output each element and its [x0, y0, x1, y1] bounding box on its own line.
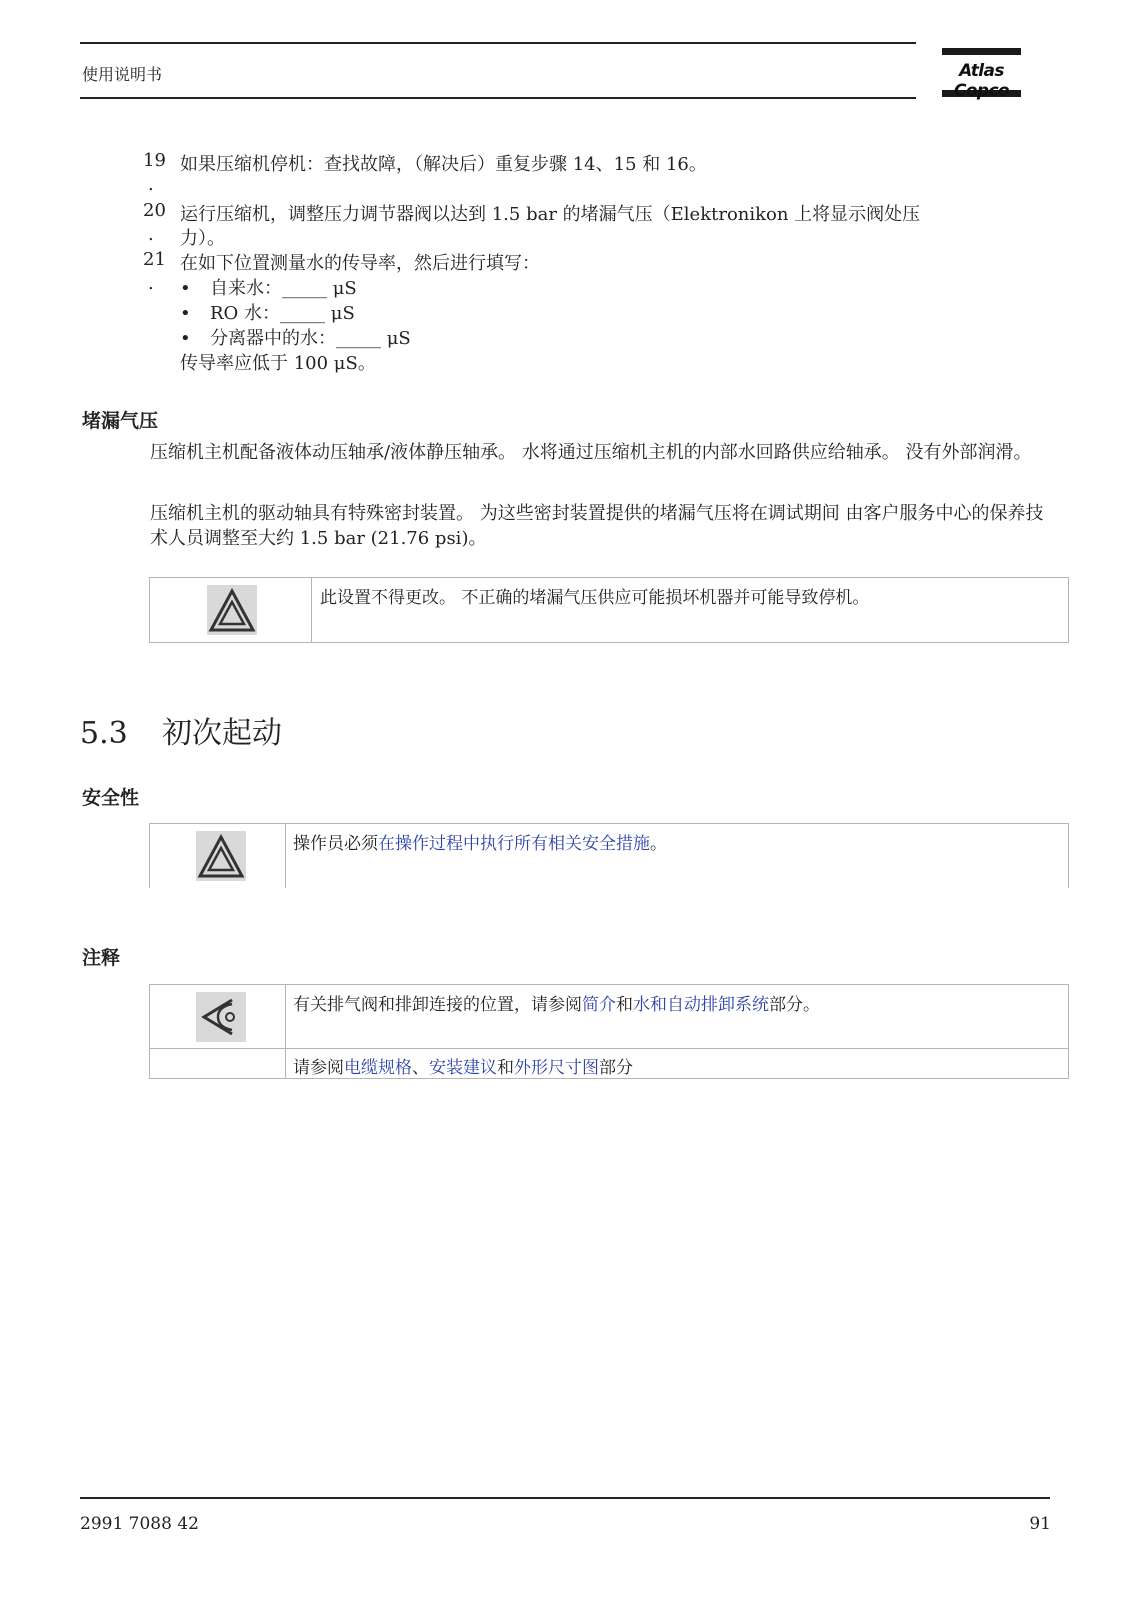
- footer-rule: [80, 1497, 1050, 1499]
- notes-heading: 注释: [82, 947, 121, 969]
- bullet-text: RO 水：_____ μS: [210, 303, 355, 324]
- notes-text: 和: [497, 1058, 514, 1078]
- header-top-rule: [80, 42, 916, 44]
- dimension-drawing-link[interactable]: 外形尺寸图: [514, 1058, 599, 1078]
- warning-triangle-icon: [207, 585, 257, 635]
- installation-proposal-link[interactable]: 安装建议: [429, 1058, 497, 1078]
- safety-box: [149, 823, 1069, 888]
- warning-text: 此设置不得更改。 不正确的堵漏气压供应可能损坏机器并可能导致停机。: [320, 588, 870, 608]
- notes-text: 和: [616, 995, 633, 1015]
- notes-row-2-text: [293, 1053, 633, 1078]
- water-drain-system-link[interactable]: 水和自动排卸系统: [633, 995, 769, 1015]
- document-title: 使用说明书: [82, 65, 163, 84]
- notes-box: [149, 984, 1069, 1079]
- seal-paragraph-2: 压缩机主机的驱动轴具有特殊密封装置。 为这些密封装置提供的堵漏气压将在调试期间 由客户服务中心的保养技术人员调整至大约 1.5 bar (21.76 psi)。: [150, 503, 1044, 549]
- seal-paragraph-1: 压缩机主机配备液体动压轴承/液体静压轴承。 水将通过压缩机主机的内部水回路供应给轴承。 没有外部润滑。: [150, 442, 1032, 463]
- bullet-symbol: •: [180, 328, 191, 349]
- safety-measures-link[interactable]: 在操作过程中执行所有相关安全措施: [378, 834, 650, 854]
- step-text: 在如下位置测量水的传导率，然后进行填写：: [180, 253, 540, 274]
- safety-text-plain: 操作员必须: [293, 834, 378, 854]
- page-number: 91: [1029, 1514, 1051, 1534]
- step-number: 21: [143, 249, 166, 270]
- step-dot: .: [148, 273, 154, 294]
- notes-row-1-text: [293, 990, 820, 1015]
- step-text-continued: 力）。: [180, 228, 225, 249]
- notes-text: 部分: [599, 1058, 633, 1078]
- notes-text: 请参阅: [293, 1058, 344, 1078]
- section-title: 初次起动: [162, 716, 282, 751]
- bullet-item: [180, 299, 355, 325]
- seal-air-heading: 堵漏气压: [82, 410, 159, 432]
- bullet-item: [180, 324, 411, 350]
- step-dot: .: [148, 174, 154, 195]
- step-text: 运行压缩机，调整压力调节器阀以达到 1.5 bar 的堵漏气压（Elektronikon 上将显示阀处压: [180, 204, 921, 225]
- step-number: 20: [143, 200, 166, 221]
- bullet-item: [180, 274, 357, 300]
- safety-heading: 安全性: [82, 787, 140, 809]
- section-number: 5.3: [80, 716, 128, 751]
- safety-text-end: 。: [650, 834, 667, 854]
- step-dot: .: [148, 224, 154, 245]
- bullet-symbol: •: [180, 303, 191, 324]
- notes-row-divider: [150, 1048, 1068, 1049]
- document-number: 2991 7088 42: [80, 1514, 199, 1534]
- step-number: 19: [143, 150, 166, 171]
- conductivity-note: 传导率应低于 100 μS。: [180, 353, 376, 374]
- step-text: 如果压缩机停机：查找故障，（解决后）重复步骤 14、15 和 16。: [180, 154, 707, 175]
- notes-text: 部分。: [769, 995, 820, 1015]
- bullet-symbol: •: [180, 278, 191, 299]
- bullet-text: 自来水：_____ μS: [210, 278, 357, 299]
- bullet-text: 分离器中的水：_____ μS: [210, 328, 411, 349]
- warning-triangle-icon: [196, 831, 246, 881]
- eye-icon: [196, 992, 246, 1042]
- header-bottom-rule: [80, 97, 916, 99]
- cable-spec-link[interactable]: 电缆规格: [344, 1058, 412, 1078]
- introduction-link[interactable]: 简介: [582, 995, 616, 1015]
- notes-text: 、: [412, 1058, 429, 1078]
- section-heading: [80, 708, 282, 752]
- logo-text: Atlas Copco: [953, 61, 1010, 101]
- safety-text: [293, 829, 667, 854]
- warning-box: [149, 577, 1069, 643]
- notes-text: 有关排气阀和排卸连接的位置，请参阅: [293, 995, 582, 1015]
